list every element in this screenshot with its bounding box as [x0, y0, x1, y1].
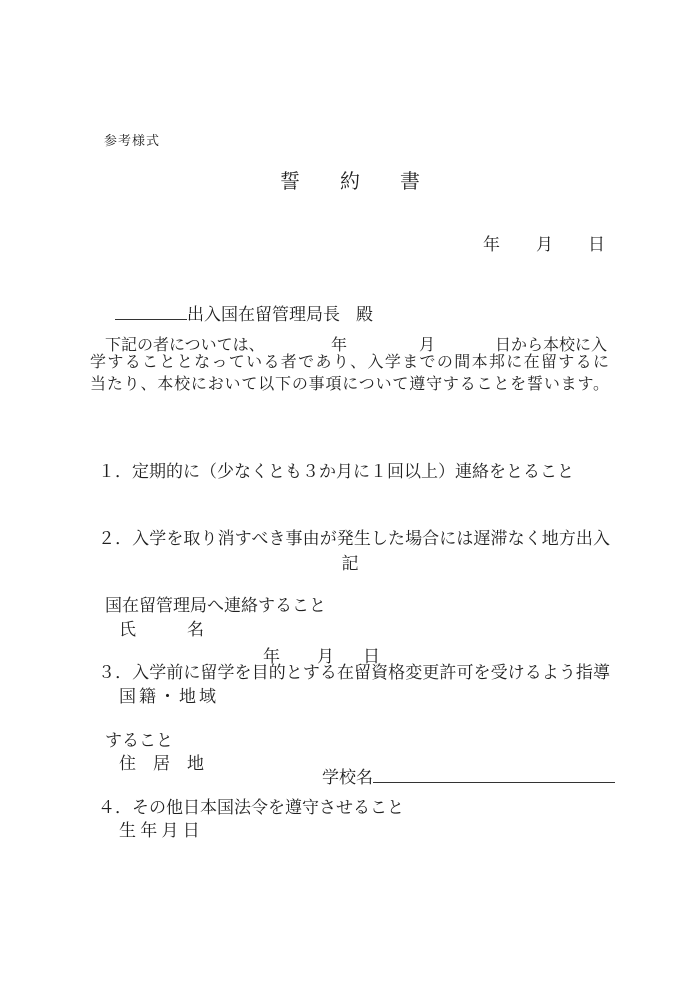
addressee-honorific-label: 殿 — [356, 305, 373, 324]
school-name-line — [305, 743, 615, 808]
birthdate-month-label: 月 — [317, 647, 334, 666]
reference-format-label: 参考様式 — [104, 133, 161, 148]
subject-fields — [119, 574, 219, 888]
addressee-blank-underline — [115, 302, 187, 320]
body-line3: 当たり、本校において以下の事項について遵守することを誓います。 — [90, 376, 609, 393]
pledge-item-2-continuation: 国在留管理局へ連絡すること — [105, 596, 326, 616]
address-field-label: 住 居 地 — [119, 754, 204, 774]
body-line1-tail: 日から本校に入 — [495, 337, 608, 354]
pledge-item-1: １．定期的に（少なくとも３か月に１回以上）連絡をとること — [98, 461, 574, 481]
document-title: 誓 約 書 — [280, 171, 420, 193]
pledge-item-4: ４．その他日本国法令を遵守させること — [98, 797, 404, 817]
body-line1-lead: 下記の者については、 — [89, 337, 265, 354]
school-name-blank-underline — [373, 764, 615, 783]
record-marker: 記 — [341, 554, 359, 573]
addressee-office-label: 出入国在留管理局長 — [187, 305, 340, 324]
nationality-field-label: 国籍・地域 — [119, 687, 219, 707]
body-line2: 学することとなっている者であり、入学までの間本邦に在留するに — [90, 354, 609, 371]
pledge-item-2: ２．入学を取り消すべき事由が発生した場合には遅滞なく地方出入 — [98, 529, 610, 549]
body-line1-year-label: 年 — [331, 337, 348, 354]
body-line1-month-label: 月 — [419, 337, 436, 354]
date-month-label: 月 — [536, 235, 553, 254]
pledge-item-3: ３．入学前に留学を目的とする在留資格変更許可を受けるよう指導 — [98, 663, 610, 683]
birthdate-field-label: 生 年 月 日 — [119, 821, 200, 841]
date-year-label: 年 — [483, 235, 500, 254]
birthdate-day-label: 日 — [363, 647, 380, 666]
name-field-label: 氏 名 — [119, 619, 204, 639]
birthdate-year-label: 年 — [263, 647, 280, 666]
pledge-item-3-continuation: すること — [105, 730, 173, 750]
date-day-label: 日 — [588, 235, 605, 254]
school-name-label: 学校名 — [322, 768, 373, 787]
